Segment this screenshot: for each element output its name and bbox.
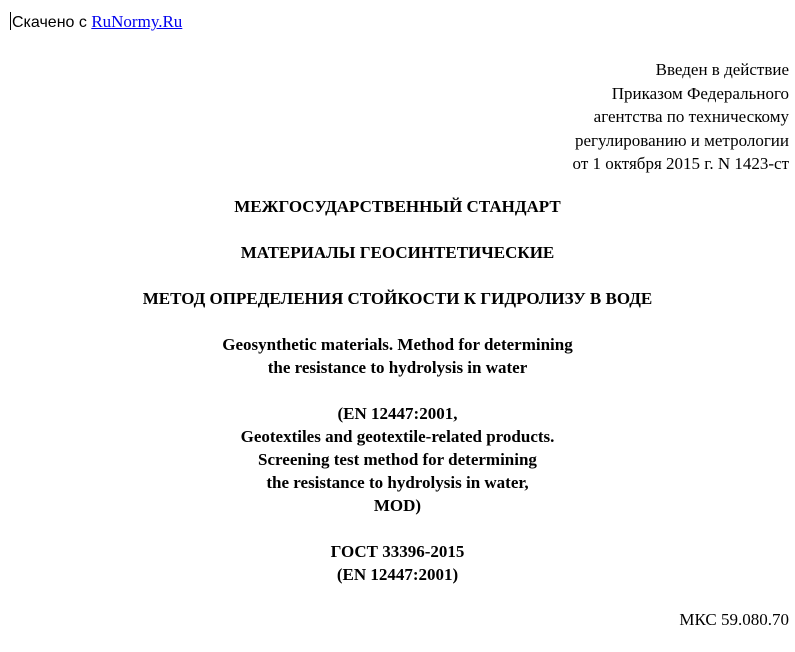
source-prefix: Скачено с bbox=[12, 14, 92, 31]
enactment-block bbox=[573, 58, 789, 176]
enactment-line: Приказом Федерального bbox=[611, 83, 789, 103]
en-reference-line: (EN 12447:2001, bbox=[337, 404, 458, 423]
enactment-line: Введен в действие bbox=[655, 60, 789, 79]
enactment-line: агентства по техническому bbox=[593, 107, 789, 126]
english-title bbox=[0, 333, 795, 379]
enactment-line: регулированию и метрологии bbox=[574, 130, 789, 150]
en-reference-line: the resistance to hydrolysis in water, bbox=[266, 473, 529, 492]
en-reference-line: MOD) bbox=[373, 496, 422, 515]
enactment-line: от 1 октября 2015 г. N 1423-ст bbox=[572, 154, 789, 173]
english-title-line: Geosynthetic materials. Method for determining bbox=[222, 335, 573, 354]
source-line bbox=[10, 12, 182, 33]
source-link[interactable]: RuNormy.Ru bbox=[91, 12, 183, 31]
designation-line: (EN 12447:2001) bbox=[336, 565, 459, 584]
designation-line: ГОСТ 33396-2015 bbox=[330, 542, 465, 561]
text-cursor bbox=[10, 12, 11, 30]
title-main-heading: МЕТОД ОПРЕДЕЛЕНИЯ СТОЙКОСТИ К ГИДРОЛИЗУ В ВОДЕ bbox=[142, 289, 653, 308]
title-group-heading: МАТЕРИАЛЫ ГЕОСИНТЕТИЧЕСКИЕ bbox=[240, 243, 555, 262]
en-reference bbox=[0, 402, 795, 517]
designation bbox=[0, 540, 795, 586]
english-title-line: the resistance to hydrolysis in water bbox=[267, 358, 528, 377]
standard-type-heading: МЕЖГОСУДАРСТВЕННЫЙ СТАНДАРТ bbox=[234, 197, 561, 216]
en-reference-line: Screening test method for determining bbox=[258, 450, 537, 469]
en-reference-line: Geotextiles and geotextile-related products. bbox=[240, 427, 555, 446]
mks-code: МКС 59.080.70 bbox=[679, 610, 789, 629]
